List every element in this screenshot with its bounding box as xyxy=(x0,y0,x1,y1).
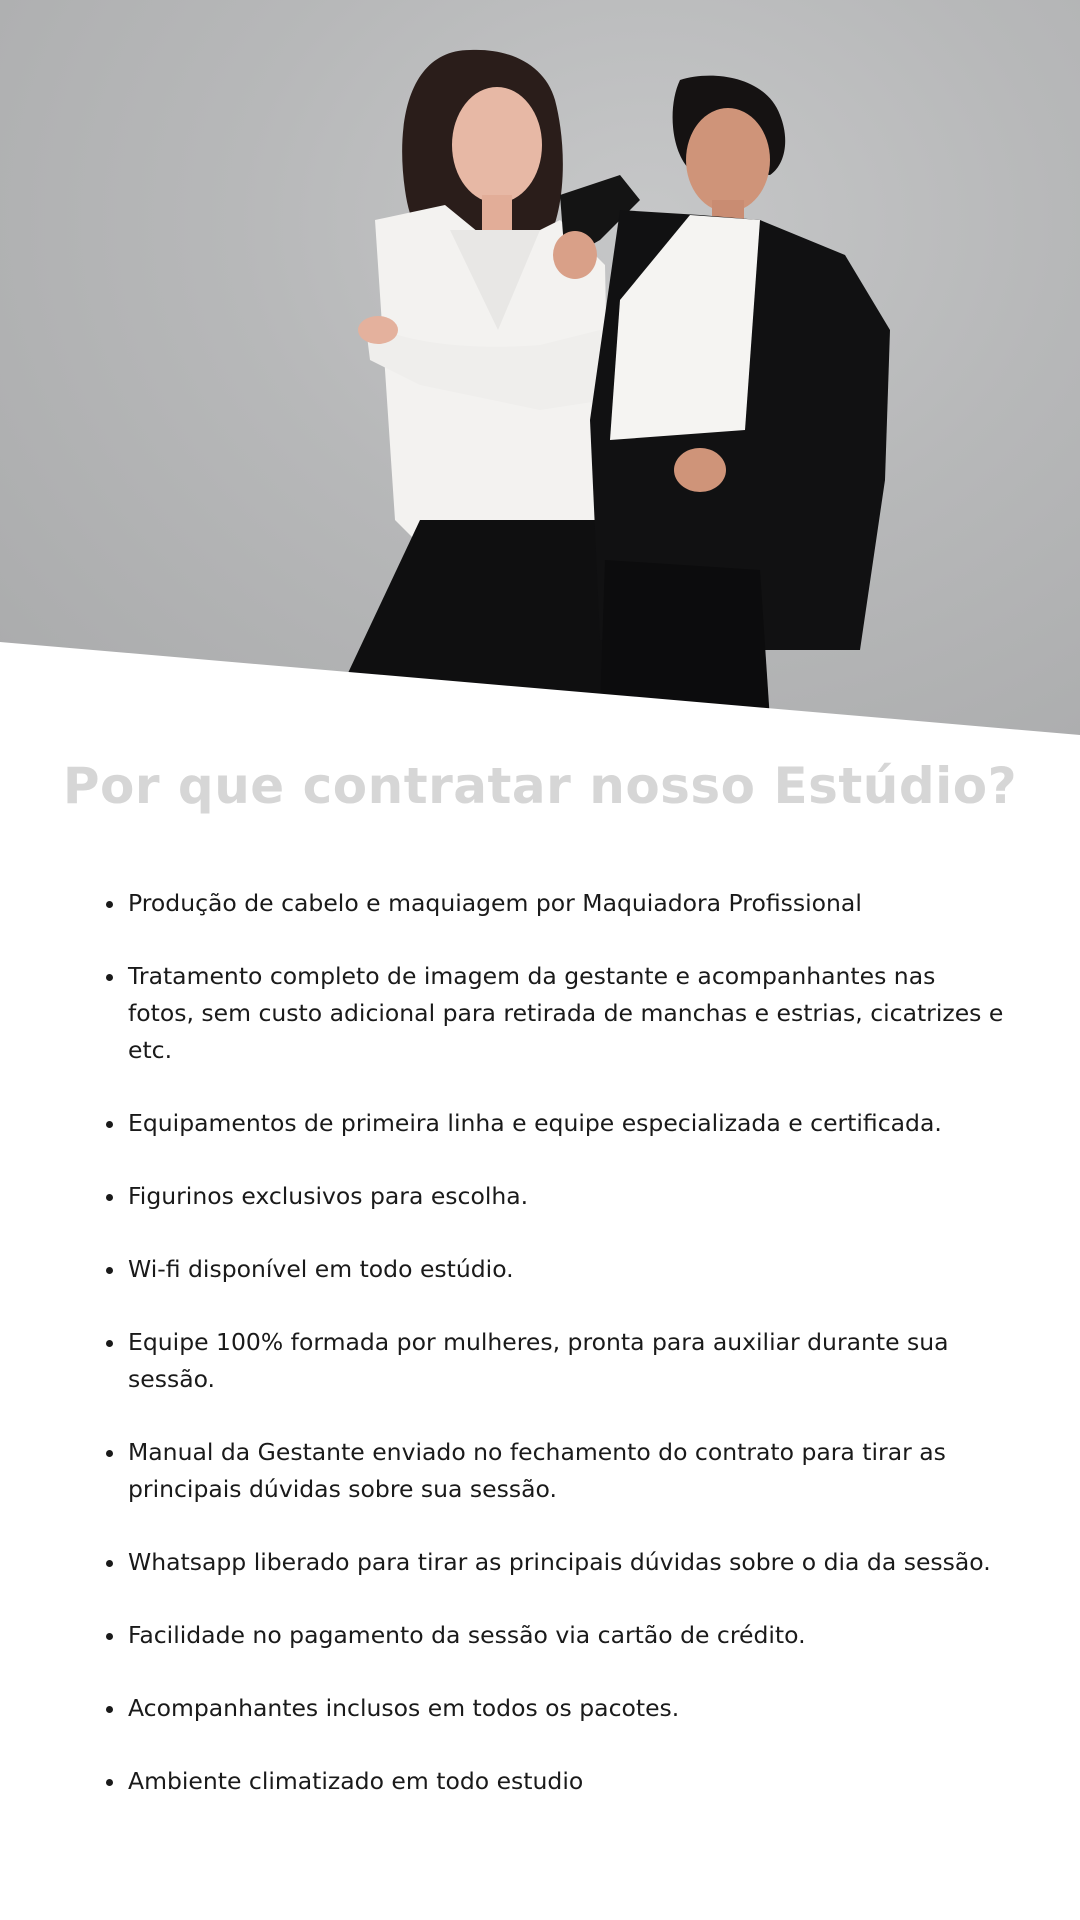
bullet-icon xyxy=(106,1560,113,1567)
list-item xyxy=(128,1178,1008,1215)
list-item xyxy=(128,1690,1008,1727)
list-item xyxy=(128,1763,1008,1800)
bullet-icon xyxy=(106,1340,113,1347)
list-item-text: Figurinos exclusivos para escolha. xyxy=(128,1182,529,1210)
list-item-text: Wi-fi disponível em todo estúdio. xyxy=(128,1255,514,1283)
list-item-text: Acompanhantes inclusos em todos os pacotes. xyxy=(128,1694,680,1722)
diagonal-divider xyxy=(0,0,1080,740)
list-item xyxy=(128,1617,1008,1654)
bullet-icon xyxy=(106,1267,113,1274)
list-item xyxy=(128,1251,1008,1288)
list-item xyxy=(128,958,1008,1069)
benefits-list xyxy=(128,885,1008,1836)
page-title: Por que contratar nosso Estúdio? xyxy=(62,757,1018,815)
list-item xyxy=(128,1434,1008,1508)
bullet-icon xyxy=(106,974,113,981)
bullet-icon xyxy=(106,901,113,908)
bullet-icon xyxy=(106,1633,113,1640)
bullet-icon xyxy=(106,1194,113,1201)
list-item-text: Equipamentos de primeira linha e equipe especializada e certificada. xyxy=(128,1109,942,1137)
list-item-text: Ambiente climatizado em todo estudio xyxy=(128,1767,584,1795)
bullet-icon xyxy=(106,1779,113,1786)
list-item-text: Produção de cabelo e maquiagem por Maquiadora Profissional xyxy=(128,889,862,917)
bullet-icon xyxy=(106,1450,113,1457)
list-item xyxy=(128,1105,1008,1142)
list-item-text: Whatsapp liberado para tirar as principais dúvidas sobre o dia da sessão. xyxy=(128,1548,991,1576)
bullet-icon xyxy=(106,1121,113,1128)
list-item-text: Manual da Gestante enviado no fechamento do contrato para tirar as principais dúvidas sobre sua sessão. xyxy=(128,1438,946,1503)
list-item xyxy=(128,885,1008,922)
list-item-text: Tratamento completo de imagem da gestante e acompanhantes nas fotos, sem custo adicional para retirada de manchas e estrias, cicatrizes e etc. xyxy=(128,962,1004,1064)
list-item-text: Facilidade no pagamento da sessão via cartão de crédito. xyxy=(128,1621,806,1649)
hero-photo xyxy=(0,0,1080,740)
bullet-icon xyxy=(106,1706,113,1713)
list-item xyxy=(128,1324,1008,1398)
list-item xyxy=(128,1544,1008,1581)
list-item-text: Equipe 100% formada por mulheres, pronta para auxiliar durante sua sessão. xyxy=(128,1328,949,1393)
